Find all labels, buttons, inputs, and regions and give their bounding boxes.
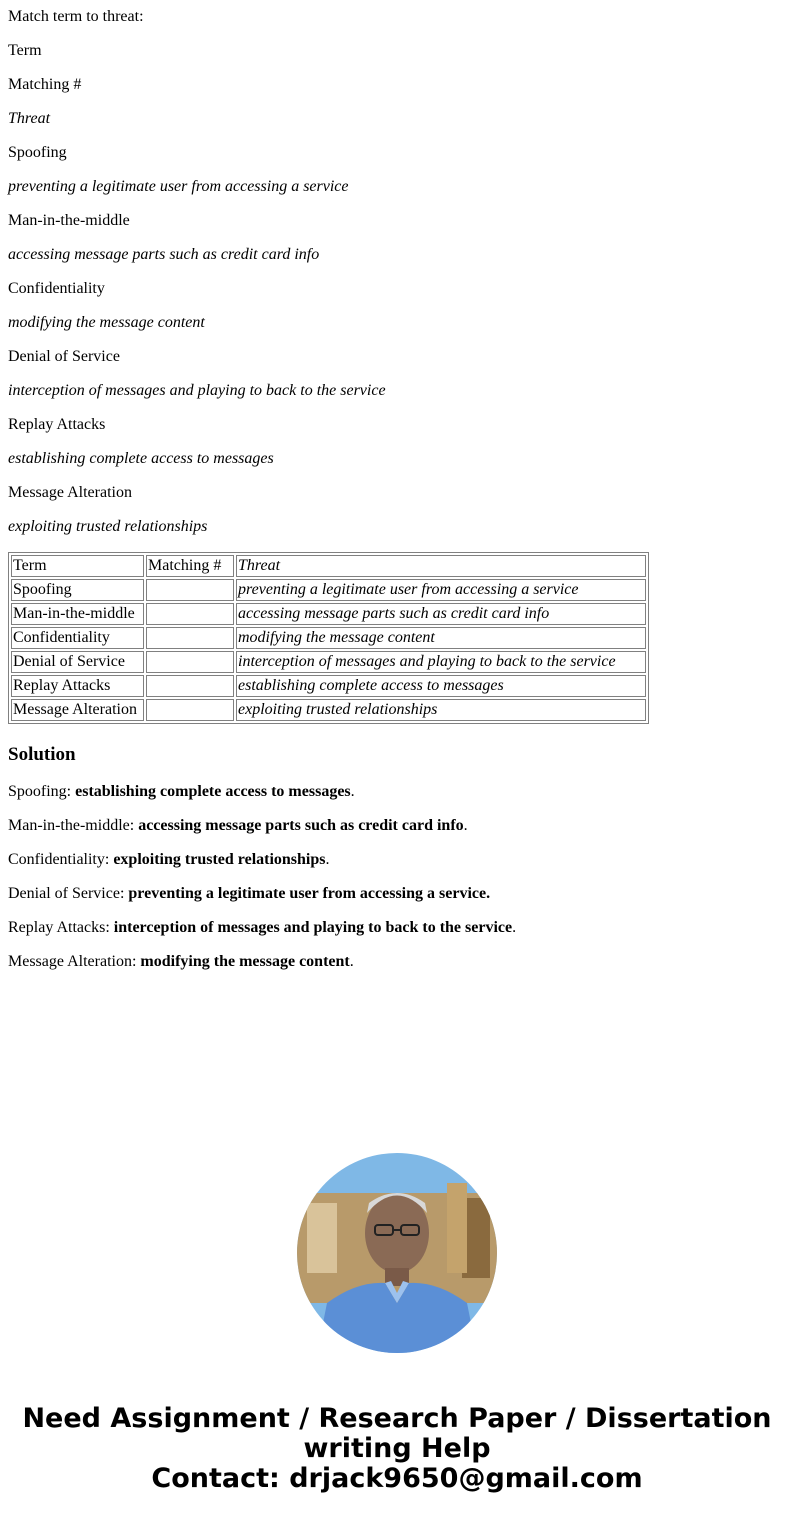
table-header-term: Term [11, 555, 144, 577]
table-row [11, 603, 646, 625]
table-row [11, 675, 646, 697]
answer-threat: preventing a legitimate user from accessing a service. [128, 885, 491, 902]
answer-threat: exploiting trusted relationships [113, 851, 326, 868]
question-line: Man-in-the-middle [8, 212, 130, 229]
answer-threat: establishing complete access to messages [75, 783, 351, 800]
table-cell-threat: preventing a legitimate user from accessing a service [236, 579, 646, 601]
question-lines [8, 144, 786, 536]
answer-separator: : [66, 783, 76, 800]
answer-separator: : [131, 953, 141, 970]
matching-table [8, 552, 649, 724]
answer-term: Message Alteration [8, 953, 132, 970]
answer-threat: modifying the message content [140, 953, 350, 970]
table-cell-matching [146, 579, 234, 601]
question-line: Message Alteration [8, 484, 132, 501]
promo-line-2: writing Help [303, 1433, 491, 1464]
table-cell-threat: modifying the message content [236, 627, 646, 649]
question-line: Denial of Service [8, 348, 120, 365]
threat-text: establishing complete access to messages [8, 450, 274, 467]
table-cell-term: Man-in-the-middle [11, 603, 144, 625]
answer-term: Man-in-the-middle [8, 817, 130, 834]
question-line [8, 518, 786, 536]
author-avatar [297, 1153, 497, 1353]
question-line [8, 314, 786, 332]
threat-text: interception of messages and playing to back to the service [8, 382, 386, 399]
table-cell-threat: establishing complete access to messages [236, 675, 646, 697]
table-cell-matching [146, 699, 234, 721]
solution-heading: Solution [8, 744, 76, 765]
table-row [11, 651, 646, 673]
solution-answer [8, 851, 786, 869]
question-line [8, 382, 786, 400]
answer-threat: interception of messages and playing to back to the service [113, 919, 513, 936]
table-header-matching: Matching # [146, 555, 234, 577]
question-line [8, 246, 786, 264]
answer-end: . [463, 817, 468, 834]
answer-separator: : [104, 851, 114, 868]
table-cell-threat: exploiting trusted relationships [236, 699, 646, 721]
answer-term: Spoofing [8, 783, 67, 800]
answer-term: Confidentiality [8, 851, 105, 868]
table-row [11, 579, 646, 601]
solution-answer [8, 817, 786, 835]
answer-end: . [349, 953, 354, 970]
table-cell-term: Denial of Service [11, 651, 144, 673]
answer-end: . [350, 783, 355, 800]
header-term-text: Term [8, 42, 42, 59]
table-row [11, 699, 646, 721]
table-cell-threat: interception of messages and playing to back to the service [236, 651, 646, 673]
question-line: Confidentiality [8, 280, 105, 297]
table-cell-matching [146, 675, 234, 697]
solution-answers [8, 783, 786, 971]
question-intro: Match term to threat: [8, 8, 144, 25]
solution-answer [8, 919, 786, 937]
answer-term: Denial of Service [8, 885, 120, 902]
table-cell-matching [146, 651, 234, 673]
table-cell-term: Replay Attacks [11, 675, 144, 697]
solution-answer [8, 783, 786, 801]
table-cell-term: Message Alteration [11, 699, 144, 721]
table-cell-matching [146, 627, 234, 649]
threat-text: accessing message parts such as credit card info [8, 246, 320, 263]
answer-end: . [512, 919, 517, 936]
promo-line-1: Need Assignment / Research Paper / Dissertation [22, 1403, 772, 1434]
author-photo-icon [297, 1153, 497, 1353]
question-line [8, 450, 786, 468]
answer-separator: : [119, 885, 129, 902]
answer-separator: : [129, 817, 139, 834]
solution-answer [8, 885, 786, 903]
answer-end: . [325, 851, 330, 868]
promo-contact: Contact: drjack9650@gmail.com [151, 1463, 643, 1494]
table-cell-threat: accessing message parts such as credit card info [236, 603, 646, 625]
threat-text: modifying the message content [8, 314, 205, 331]
question-line: Spoofing [8, 144, 67, 161]
table-cell-term: Spoofing [11, 579, 144, 601]
solution-answer [8, 953, 786, 971]
promo-banner [0, 1404, 794, 1494]
header-threat-text: Threat [8, 110, 51, 127]
table-cell-matching [146, 603, 234, 625]
table-cell-term: Confidentiality [11, 627, 144, 649]
header-matching-text: Matching # [8, 76, 82, 93]
answer-term: Replay Attacks [8, 919, 106, 936]
table-header-threat: Threat [236, 555, 646, 577]
table-row [11, 627, 646, 649]
threat-text: exploiting trusted relationships [8, 518, 208, 535]
question-section [8, 8, 786, 536]
answer-separator: : [105, 919, 114, 936]
threat-text: preventing a legitimate user from accessing a service [8, 178, 349, 195]
question-line [8, 178, 786, 196]
question-line: Replay Attacks [8, 416, 106, 433]
answer-threat: accessing message parts such as credit card info [138, 817, 464, 834]
table-header-row [11, 555, 646, 577]
